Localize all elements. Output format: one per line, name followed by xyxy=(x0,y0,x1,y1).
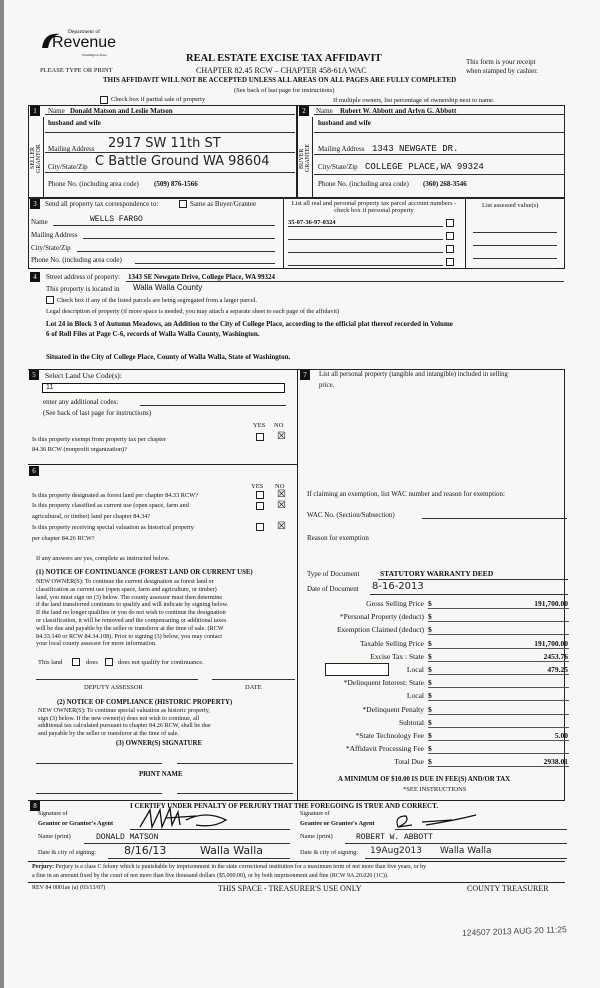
perjury-text-2: a fine in an amount fixed by the court of not more than five thousand dollars ($5,000.00), or by both imprisonment and fine (RCW 9A.20.020 (1C)). xyxy=(32,873,389,879)
amount-line xyxy=(428,621,569,622)
section-6-badge: 6 xyxy=(29,466,39,476)
perjury-label: Perjury: xyxy=(32,864,54,870)
sec3-city-label: City/State/Zip xyxy=(31,244,71,252)
form-warning: THIS AFFIDAVIT WILL NOT BE ACCEPTED UNLESS ALL AREAS ON ALL PAGES ARE FULLY COMPLETED xyxy=(103,76,457,84)
doc-type-label: Type of Document xyxy=(307,570,360,578)
legal-label: Legal description of property (if more space is needed, you may attach a separate sheet to each page of the affidavit) xyxy=(46,308,340,315)
buyer-mail[interactable]: 1343 NEWGATE DR. xyxy=(372,144,459,154)
personal-property-1: List all personal property (tangible and intangible) included in selling xyxy=(319,371,508,378)
doc-date-label: Date of Document xyxy=(307,585,359,593)
buyer-name-2[interactable]: husband and wife xyxy=(318,119,371,127)
line xyxy=(126,281,564,282)
doc-date[interactable]: 8-16-2013 xyxy=(372,581,424,592)
section-7-badge: 7 xyxy=(300,370,310,380)
amount-label: *Personal Property (deduct) xyxy=(339,612,424,621)
certify-statement: I CERTIFY UNDER PENALTY OF PERJURY THAT THE FOREGOING IS TRUE AND CORRECT. xyxy=(130,802,439,810)
dor-logo xyxy=(40,28,120,64)
amount-label: Local xyxy=(406,691,424,700)
seller-mail[interactable]: 2917 SW 11th ST xyxy=(108,136,221,151)
seller-city-label: City/State/Zip xyxy=(48,163,88,171)
line xyxy=(395,829,567,830)
same-as-buyer-label: Same as Buyer/Grantee xyxy=(190,200,257,208)
section-3-badge: 3 xyxy=(30,199,40,209)
section-2-badge: 2 xyxy=(299,106,309,116)
line xyxy=(288,226,443,227)
send-correspondence-label: Send all property tax correspondence to: xyxy=(45,200,159,208)
divider xyxy=(297,369,298,800)
doc-type[interactable]: STATUTORY WARRANTY DEED xyxy=(380,569,494,578)
dollar-sign: $ xyxy=(428,691,432,700)
seller-phone-label: Phone No. (including area code) xyxy=(48,180,139,188)
perjury-line-1 xyxy=(32,864,426,870)
amount-value[interactable]: 191,700.00 xyxy=(534,639,568,648)
grantor-date-label: Date & city of signing: xyxy=(38,849,97,856)
sec5-see-back: (See back of last page for instructions) xyxy=(43,409,152,417)
dollar-sign: $ xyxy=(428,639,432,648)
amount-line xyxy=(428,727,569,728)
seller-name[interactable]: Donald Matson and Leslie Matson xyxy=(70,107,173,115)
same-as-buyer-checkbox[interactable] xyxy=(179,200,187,208)
sec6-no: NO xyxy=(275,483,285,490)
amount-value[interactable]: 479.25 xyxy=(547,665,568,674)
form-title: REAL ESTATE EXCISE TAX AFFIDAVIT xyxy=(186,53,382,64)
line xyxy=(314,114,564,115)
parcel-checkbox-2[interactable] xyxy=(446,232,454,240)
parcel-number[interactable]: 35-07-36-97-0324 xyxy=(288,219,336,226)
county[interactable]: Walla Walla County xyxy=(133,283,203,292)
grantor-sig-of: Signature of xyxy=(38,811,68,817)
line xyxy=(45,172,295,173)
dollar-sign: $ xyxy=(428,705,432,714)
amount-line xyxy=(428,687,569,688)
line xyxy=(378,579,568,580)
historic-no-checkbox[interactable]: ☒ xyxy=(277,521,286,532)
exempt-no-checkbox[interactable]: ☒ xyxy=(277,431,286,442)
section-5-badge: 5 xyxy=(29,370,39,380)
buyer-side-label: BUYER GRANTEE xyxy=(299,144,311,173)
seller-mail-label: Mailing Address xyxy=(48,145,95,153)
dollar-sign: $ xyxy=(428,731,432,740)
line xyxy=(45,152,295,153)
please-type: PLEASE TYPE OR PRINT xyxy=(40,67,113,74)
buyer-city-label: City/State/Zip xyxy=(318,163,358,171)
exemption-label: If claiming an exemption, list WAC number and reason for exemption: xyxy=(307,490,505,498)
notice-continuance-text xyxy=(36,578,228,648)
line xyxy=(314,174,564,175)
grantee-sig-of: Signature of xyxy=(300,811,330,817)
grantor-name[interactable]: DONALD MATSON xyxy=(96,833,159,842)
grantee-name[interactable]: ROBERT W. ABBOTT xyxy=(356,833,433,842)
this-land-label: This land xyxy=(38,659,63,666)
amount-label: Excise Tax : State xyxy=(370,652,424,661)
divider xyxy=(465,198,466,269)
text-line: NEW OWNER(S): To continue special valuation as historic property, xyxy=(38,707,210,714)
legal-description-1[interactable]: Lot 24 in Block 3 of Autumn Meadows, an Addition to the City of College Place, according to the official plat thereof recorded in Volume xyxy=(46,320,453,328)
reason-label: Reason for exemption xyxy=(307,534,369,542)
section-8-badge: 8 xyxy=(30,801,40,811)
grantor-signature[interactable] xyxy=(136,806,246,830)
amount-line xyxy=(428,753,569,754)
current-use-yes-checkbox[interactable] xyxy=(256,502,264,510)
land-use-code: 11 xyxy=(46,384,54,391)
amount-line xyxy=(428,634,569,635)
line xyxy=(314,132,564,133)
grantor-agent-label: Grantor or Grantor's Agent xyxy=(38,820,114,827)
sec3-phone-label: Phone No. (including area code) xyxy=(31,256,122,264)
grantee-city[interactable]: Walla Walla xyxy=(440,846,492,856)
sec5-yes: YES xyxy=(253,422,266,429)
amount-label: *Delinquent Penalty xyxy=(362,705,424,714)
section-4-badge: 4 xyxy=(30,272,40,282)
page-edge xyxy=(0,0,4,988)
assessor-date-line[interactable] xyxy=(212,679,295,680)
sec3-mail-label: Mailing Address xyxy=(31,231,78,239)
text-line: your local county assessor for more information. xyxy=(36,640,157,648)
text-line: If the land no longer qualifies or you do not wish to continue the designation xyxy=(36,609,226,617)
receipt-1: This form is your receipt xyxy=(466,58,536,66)
sec3-phone-field[interactable] xyxy=(135,263,275,264)
divider xyxy=(28,882,565,883)
line xyxy=(108,858,290,859)
buyer-name-label: Name xyxy=(316,107,333,115)
see-instructions: *SEE INSTRUCTIONS xyxy=(403,786,467,793)
seller-name-2[interactable]: husband and wife xyxy=(48,119,101,127)
seller-side-label: SELLER GRANTOR xyxy=(30,144,42,173)
cashier-stamp: 124507 2013 AUG 20 11:25 xyxy=(461,924,567,938)
grantee-name-label: Name (print) xyxy=(300,833,333,840)
date-label: DATE xyxy=(245,684,262,691)
treasurer-space: THIS SPACE - TREASURER'S USE ONLY xyxy=(218,884,362,893)
buyer-name[interactable]: Robert W. Abbott and Arlyn G. Abbott xyxy=(340,107,457,115)
line xyxy=(288,252,443,253)
divider xyxy=(28,800,565,801)
forest-yes-checkbox[interactable] xyxy=(256,491,264,499)
buyer-phone-label: Phone No. (including area code) xyxy=(318,180,409,188)
seller-city[interactable]: C Battle Ground WA 98604 xyxy=(95,154,270,169)
sec3-name-label: Name xyxy=(31,218,48,226)
logo-line1: Department of xyxy=(68,29,100,35)
amount-label: Taxable Selling Price xyxy=(359,639,424,648)
additional-codes-field[interactable] xyxy=(140,405,286,406)
amount-line xyxy=(428,648,569,649)
land-use-input[interactable] xyxy=(42,383,285,393)
amount-value[interactable]: 2453.76 xyxy=(543,652,568,661)
parcel-header: List all real and personal property tax parcel account numbers - check box if personal property xyxy=(291,200,457,214)
buyer-city[interactable]: COLLEGE PLACE,WA 99324 xyxy=(365,162,484,172)
amount-line xyxy=(428,714,569,715)
logo-main: Revenue xyxy=(52,34,117,51)
does-label: does xyxy=(86,659,98,666)
historic-yes-checkbox[interactable] xyxy=(256,523,264,531)
see-back: (See back of last page for instructions) xyxy=(234,87,335,94)
amount-value[interactable]: 2938.01 xyxy=(543,757,568,766)
line xyxy=(345,843,567,844)
amount-line xyxy=(428,766,569,767)
text-line: or classification, it will be removed and the compensating or additional taxes xyxy=(36,616,227,624)
buyer-mail-label: Mailing Address xyxy=(318,145,365,153)
amount-line xyxy=(428,608,569,609)
grantee-date[interactable]: 19Aug2013 xyxy=(370,846,422,856)
does-not-qualify-checkbox[interactable] xyxy=(105,658,113,666)
sec3-name[interactable]: WELLS FARGO xyxy=(90,215,143,224)
seller-phone[interactable]: (509) 876-1566 xyxy=(154,180,198,188)
amount-line xyxy=(428,674,569,675)
personal-property-2: price. xyxy=(319,382,335,389)
notice-compliance-text xyxy=(38,707,211,737)
amount-line xyxy=(428,661,569,662)
grantor-date[interactable]: 8/16/13 xyxy=(124,844,167,857)
dollar-sign: $ xyxy=(428,665,432,674)
logo-state: Washington State xyxy=(82,53,107,57)
section-1-badge: 1 xyxy=(30,106,40,116)
multiple-owners-note: If multiple owners, list percentage of ownership next to name. xyxy=(333,97,495,104)
assessed-field-4[interactable] xyxy=(473,268,557,269)
notice-compliance-title: (2) NOTICE OF COMPLIANCE (HISTORIC PROPERTY) xyxy=(57,699,233,706)
owner-signature-line-2[interactable] xyxy=(177,763,293,764)
text-line: additional tax calculated pursuant to chapter 84.26 RCW, shall be due xyxy=(38,722,211,730)
exempt-question-1: Is this property exempt from property tax per chapter xyxy=(32,436,166,443)
additional-codes-label: enter any additional codes: xyxy=(43,398,119,406)
buyer-phone[interactable]: (360) 268-3546 xyxy=(423,180,467,188)
dollar-sign: $ xyxy=(428,612,432,621)
text-line: if the land transferred continues to qualify and will indicate by signing below. xyxy=(36,601,229,609)
partial-sale-label: Check box if partial sale of property xyxy=(111,96,206,103)
text-line: and payable by the seller or transferor at the time of sale. xyxy=(38,729,179,737)
dollar-sign: $ xyxy=(428,599,432,608)
amount-line xyxy=(428,740,569,741)
parcel-checkbox-1[interactable] xyxy=(446,219,454,227)
perjury-text-1: Perjury is a class C felony which is punishable by imprisonment in the state correctional institution for a maximum term of not more than five years, or by xyxy=(55,864,427,870)
amount-label: Gross Selling Price xyxy=(366,599,424,608)
segregated-label: Check box if any of the listed parcels are being segregated from a larger parcel. xyxy=(57,297,258,304)
forest-no-checkbox[interactable]: ☒ xyxy=(277,489,286,500)
form-chapter: CHAPTER 82.45 RCW – CHAPTER 458-61A WAC xyxy=(196,66,367,75)
street-address[interactable]: 1343 SE Newgate Drive, College Place, WA 99324 xyxy=(128,273,276,281)
amount-label: Subtotal xyxy=(398,718,424,727)
current-use-question-2: agricultural, or timber) land per chapter 84.34? xyxy=(32,513,151,520)
text-line: NEW OWNER(S): To continue the current designation as forest land or xyxy=(36,578,214,585)
seller-name-label: Name xyxy=(48,107,65,115)
dollar-sign: $ xyxy=(428,625,432,634)
line xyxy=(130,829,290,830)
parcel-checkbox-4[interactable] xyxy=(446,258,454,266)
amount-label: Local xyxy=(406,665,424,674)
dollar-sign: $ xyxy=(428,757,432,766)
current-use-question-1: Is this property classified as current use (open space, farm and xyxy=(32,502,189,509)
line xyxy=(53,225,275,226)
if-yes-note: If any answers are yes, complete as instructed below. xyxy=(36,555,170,562)
line xyxy=(45,114,295,115)
amount-value[interactable]: 5.00 xyxy=(554,731,568,740)
street-label: Street address of property: xyxy=(46,273,121,281)
parcel-checkbox-3[interactable] xyxy=(446,245,454,253)
dollar-sign: $ xyxy=(428,678,432,687)
deputy-assessor-label: DEPUTY ASSESSOR xyxy=(84,684,143,691)
exempt-question-2: 84.36 RCW (nonprofit organization)? xyxy=(32,446,127,453)
print-name-line-1[interactable] xyxy=(36,793,162,794)
wac-label: WAC No. (Section/Subsection) xyxy=(307,511,395,519)
owner-signature-title: (3) OWNER(S) SIGNATURE xyxy=(116,740,202,747)
amount-line xyxy=(428,700,569,701)
wac-field[interactable] xyxy=(422,518,567,519)
owner-signature-line-1[interactable] xyxy=(36,763,162,764)
divider xyxy=(283,198,284,269)
text-line: classification as current use (open space, farm and agriculture, or timber) xyxy=(36,585,217,593)
sec5-no: NO xyxy=(274,422,284,429)
assessed-field-2[interactable] xyxy=(473,245,557,246)
current-use-no-checkbox[interactable]: ☒ xyxy=(277,500,286,511)
assessed-header: List assessed value(s) xyxy=(482,202,539,209)
amount-label: *Affidavit Processing Fee xyxy=(345,744,424,753)
line xyxy=(370,594,568,595)
text-line: sign (3) below. If the new owner(s) does not wish to continue, all xyxy=(38,714,200,722)
county-treasurer: COUNTY TREASURER xyxy=(467,884,549,893)
grantor-name-label: Name (print) xyxy=(38,833,71,840)
amount-label: Exemption Claimed (deduct) xyxy=(336,625,424,634)
line xyxy=(288,265,443,266)
partial-sale-checkbox[interactable] xyxy=(100,96,108,104)
dollar-sign: $ xyxy=(428,718,432,727)
minimum-note: A MINIMUM OF $10.00 IS DUE IN FEE(S) AND/OR TAX xyxy=(338,776,511,783)
does-not-label: does not qualify for continuance. xyxy=(118,659,204,666)
sec3-mail-field[interactable] xyxy=(83,238,275,239)
line xyxy=(288,239,443,240)
legal-description-2[interactable]: 6 of Roll Files at Page C-6, records of Walla Walla County, Washington. xyxy=(46,330,260,338)
line xyxy=(314,154,564,155)
divider xyxy=(28,861,565,862)
assessed-field-1[interactable] xyxy=(473,232,557,233)
located-label: This property is located in xyxy=(46,285,120,293)
does-qualify-checkbox[interactable] xyxy=(72,658,80,666)
text-line: land, you must sign on (3) below. The county assessor must then determine xyxy=(36,593,223,601)
line xyxy=(365,858,567,859)
grantor-city[interactable]: Walla Walla xyxy=(200,844,264,857)
text-line: 84.33.140 or RCW 84.34.108). Prior to signing (3) below, you may contact xyxy=(36,632,222,640)
deputy-assessor-line[interactable] xyxy=(36,679,198,680)
dollar-sign: $ xyxy=(428,652,432,661)
amount-value[interactable]: 191,700.00 xyxy=(534,599,568,608)
segregated-checkbox[interactable] xyxy=(46,296,54,304)
line xyxy=(45,132,295,133)
divider xyxy=(28,464,297,465)
exempt-yes-checkbox[interactable] xyxy=(256,433,264,441)
land-use-label: Select Land Use Code(s): xyxy=(45,371,122,380)
local-code-box[interactable] xyxy=(325,663,389,676)
assessed-field-3[interactable] xyxy=(473,258,557,259)
print-name-line-2[interactable] xyxy=(177,793,293,794)
amount-label: *Delinquent Interest: State xyxy=(343,678,424,687)
amount-label: *State Technology Fee xyxy=(355,731,424,740)
print-name-label: PRINT NAME xyxy=(139,771,183,778)
historic-question-2: per chapter 84.26 RCW? xyxy=(32,535,95,542)
situated[interactable]: Situated in the City of College Place, County of Walla Walla, State of Washington. xyxy=(46,353,291,361)
amount-label: Total Due xyxy=(394,757,424,766)
grantee-date-label: Date & city of signing: xyxy=(300,849,359,856)
notice-continuance-title: (1) NOTICE OF CONTINUANCE (FOREST LAND OR CURRENT USE) xyxy=(36,569,253,576)
forest-question: Is this property designated as forest land per chapter 84.33 RCW? xyxy=(32,492,198,499)
grantee-signature[interactable] xyxy=(392,810,482,830)
text-line: will be due and payable by the seller or transferor at the time of sale. (RCW xyxy=(36,624,224,632)
grantee-agent-label: Grantee or Grantee's Agent xyxy=(300,820,375,827)
sec6-yes: YES xyxy=(251,483,264,490)
rev-number: REV 84 0001ae (a) (03/13/07) xyxy=(32,885,106,891)
dollar-sign: $ xyxy=(428,744,432,753)
sec3-city-field[interactable] xyxy=(77,251,275,252)
historic-question-1: Is this property receiving special valuation as historical property xyxy=(32,524,194,531)
receipt-2: when stamped by cashier. xyxy=(466,67,538,75)
